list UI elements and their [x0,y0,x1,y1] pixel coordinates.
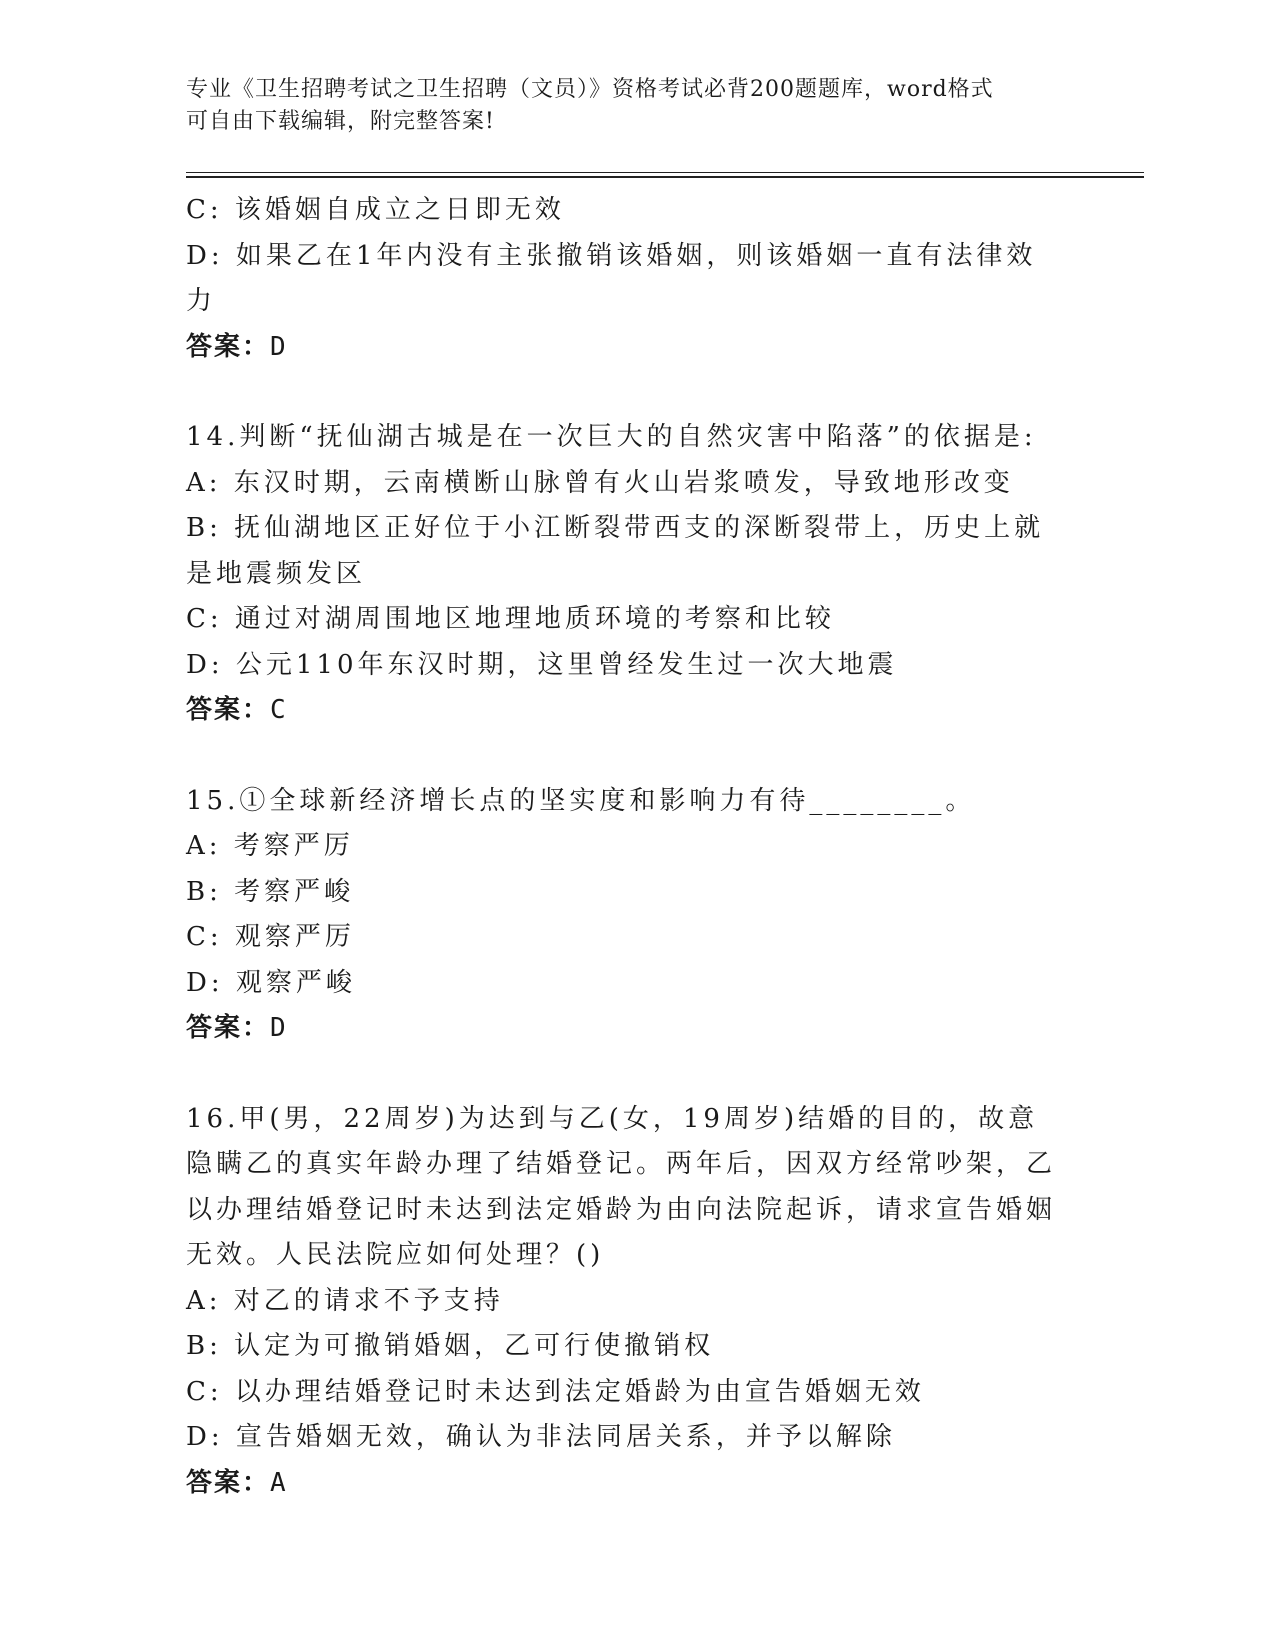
option-c: C: 该婚姻自成立之日即无效 [186,195,565,225]
question-block-14 [186,415,1066,734]
header-title-line-2: 可自由下载编辑，附完整答案! [186,109,495,134]
option-d: D: 如果乙在1年内没有主张撤销该婚姻，则该婚姻一直有法律效力 [186,240,1037,316]
answer-value: D [270,1013,288,1043]
answer-value: D [270,331,288,362]
answer-line [186,688,1066,734]
spacer [186,1052,1066,1097]
spacer [186,734,1066,779]
answer-line [186,325,1066,371]
document-header [186,74,1086,138]
answer-label: 答案： [186,1467,271,1498]
answer-value: A [270,1467,288,1498]
option-b: B: 认定为可撤销婚姻，乙可行使撤销权 [186,1331,715,1361]
answer-label: 答案： [186,1013,271,1043]
header-divider-thin [186,172,1144,173]
answer-value: C [270,695,288,725]
option-b: B: 考察严峻 [186,876,355,907]
header-divider-thick [186,176,1144,178]
answer-line [186,1461,1066,1507]
question-block-13-tail [186,188,1066,370]
option-c: C: 以办理结婚登记时未达到法定婚龄为由宣告婚姻无效 [186,1376,925,1407]
question-block-16 [186,1097,1066,1507]
option-b: B: 抚仙湖地区正好位于小江断裂带西支的深断裂带上，历史上就是地震频发区 [186,513,1045,589]
option-a: A: 考察严厉 [186,831,354,861]
question-stem: 16.甲(男，22周岁)为达到与乙(女，19周岁)结婚的目的，故意隐瞒乙的真实年龄办理了结婚登记。两年后，因双方经常吵架，乙以办理结婚登记时未达到法定婚龄为由向法院起诉，请求宣告婚姻无效。人民法院应如何处理？() [186,1103,1057,1270]
question-list [186,188,1066,1506]
option-d: D: 宣告婚姻无效，确认为非法同居关系，并予以解除 [186,1422,896,1452]
answer-line [186,1006,1066,1052]
question-stem: 15.①全球新经济增长点的坚实度和影响力有待________。 [186,785,976,816]
header-title-line-1: 专业《卫生招聘考试之卫生招聘（文员）》资格考试必背200题题库，word格式 [186,77,994,102]
spacer [186,370,1066,415]
answer-label: 答案： [186,331,271,362]
option-d: D: 公元110年东汉时期，这里曾经发生过一次大地震 [186,649,898,680]
answer-label: 答案： [186,695,271,725]
option-d: D: 观察严峻 [186,967,356,998]
option-c: C: 通过对湖周围地区地理地质环境的考察和比较 [186,604,835,634]
question-block-15 [186,779,1066,1052]
option-c: C: 观察严厉 [186,922,355,952]
option-a: A: 东汉时期，云南横断山脉曾有火山岩浆喷发，导致地形改变 [186,467,1014,498]
question-stem: 14.判断“抚仙湖古城是在一次巨大的自然灾害中陷落”的依据是: [186,422,1037,452]
option-a: A: 对乙的请求不予支持 [186,1285,504,1316]
